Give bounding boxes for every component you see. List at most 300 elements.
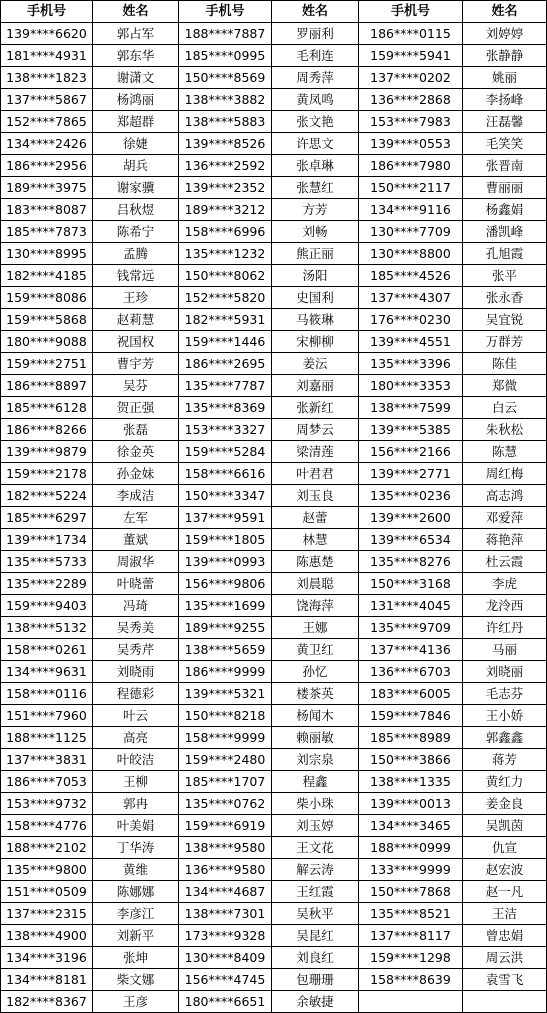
name-cell: 张新红: [272, 397, 359, 419]
phone-cell: 130****7709: [359, 221, 463, 243]
phone-cell: 134****8181: [1, 969, 93, 991]
table-row: [1, 573, 547, 595]
phone-cell: 139****0553: [359, 133, 463, 155]
phone-cell: 139****8526: [179, 133, 272, 155]
name-cell: 姜沄: [272, 353, 359, 375]
name-cell: 张晋南: [463, 155, 547, 177]
name-cell: 姚丽: [463, 67, 547, 89]
name-cell: 叶晓蕾: [93, 573, 179, 595]
name-cell: 祝国权: [93, 331, 179, 353]
name-cell: 李成洁: [93, 485, 179, 507]
phone-cell: 188****2102: [1, 837, 93, 859]
name-cell: 郭冉: [93, 793, 179, 815]
name-cell: 郭鑫鑫: [463, 727, 547, 749]
name-cell: 林慧: [272, 529, 359, 551]
table-row: [1, 661, 547, 683]
name-cell: 吴昆红: [272, 925, 359, 947]
phone-cell: 158****0116: [1, 683, 93, 705]
name-cell: 饶海萍: [272, 595, 359, 617]
name-cell: 赵莉慧: [93, 309, 179, 331]
name-cell: 郑超群: [93, 111, 179, 133]
name-cell: 丁华涛: [93, 837, 179, 859]
phone-cell: 137****9591: [179, 507, 272, 529]
phone-cell: 156****2166: [359, 441, 463, 463]
phone-cell: 188****7887: [179, 23, 272, 45]
phone-cell: 158****6996: [179, 221, 272, 243]
table-row: [1, 485, 547, 507]
name-cell: 周淑华: [93, 551, 179, 573]
name-cell: 谢潇文: [93, 67, 179, 89]
name-cell: 朱秋松: [463, 419, 547, 441]
phone-cell: 135****9800: [1, 859, 93, 881]
phone-cell: 159****2751: [1, 353, 93, 375]
phone-cell: 159****9403: [1, 595, 93, 617]
phone-cell: 159****8086: [1, 287, 93, 309]
name-cell: 陈希宁: [93, 221, 179, 243]
header-row: [1, 1, 547, 23]
phone-cell: 185****0995: [179, 45, 272, 67]
name-cell: 罗丽利: [272, 23, 359, 45]
phone-cell: 176****0230: [359, 309, 463, 331]
name-cell: 郭占军: [93, 23, 179, 45]
name-cell: 王洁: [463, 903, 547, 925]
table-row: [1, 67, 547, 89]
phone-cell: 159****1805: [179, 529, 272, 551]
phone-cell: 182****4185: [1, 265, 93, 287]
name-cell: [463, 991, 547, 1013]
name-cell: 吴秀美: [93, 617, 179, 639]
name-cell: 程鑫: [272, 771, 359, 793]
phone-cell: 133****9999: [359, 859, 463, 881]
phone-cell: 186****7053: [1, 771, 93, 793]
name-cell: 仇宣: [463, 837, 547, 859]
table-row: [1, 705, 547, 727]
phone-cell: 134****3465: [359, 815, 463, 837]
table-row: [1, 331, 547, 353]
name-cell: 姜金良: [463, 793, 547, 815]
table-body: [1, 23, 547, 1013]
phone-cell: 188****1125: [1, 727, 93, 749]
phone-cell: 186****2695: [179, 353, 272, 375]
name-cell: 刘畅: [272, 221, 359, 243]
phone-cell: [359, 991, 463, 1013]
phone-cell: 180****3353: [359, 375, 463, 397]
phone-cell: 135****8369: [179, 397, 272, 419]
name-cell: 李彦江: [93, 903, 179, 925]
name-cell: 刘晨聪: [272, 573, 359, 595]
phone-cell: 130****8995: [1, 243, 93, 265]
phone-cell: 151****7960: [1, 705, 93, 727]
name-cell: 叶美娟: [93, 815, 179, 837]
phone-cell: 135****0236: [359, 485, 463, 507]
name-cell: 刘晓丽: [463, 661, 547, 683]
table-row: [1, 243, 547, 265]
table-row: [1, 551, 547, 573]
table-row: [1, 45, 547, 67]
name-cell: 程德彩: [93, 683, 179, 705]
phone-cell: 135****1232: [179, 243, 272, 265]
phone-cell: 159****5941: [359, 45, 463, 67]
name-cell: 刘玉良: [272, 485, 359, 507]
name-cell: 潘凯峰: [463, 221, 547, 243]
name-cell: 王娜: [272, 617, 359, 639]
phone-cell: 159****1298: [359, 947, 463, 969]
name-cell: 毛笑笑: [463, 133, 547, 155]
name-cell: 方芳: [272, 199, 359, 221]
name-cell: 陈娜娜: [93, 881, 179, 903]
phone-cell: 186****8266: [1, 419, 93, 441]
phone-cell: 152****5820: [179, 287, 272, 309]
name-cell: 周红梅: [463, 463, 547, 485]
header-phone-3: 手机号: [359, 1, 463, 23]
name-cell: 毛利连: [272, 45, 359, 67]
phone-cell: 134****2426: [1, 133, 93, 155]
name-cell: 王小娇: [463, 705, 547, 727]
table-row: [1, 111, 547, 133]
name-cell: 张坤: [93, 947, 179, 969]
name-cell: 张磊: [93, 419, 179, 441]
phone-cell: 153****9732: [1, 793, 93, 815]
name-cell: 黄凤鸣: [272, 89, 359, 111]
table-row: [1, 837, 547, 859]
table-row: [1, 639, 547, 661]
name-cell: 刘良红: [272, 947, 359, 969]
phone-cell: 150****8569: [179, 67, 272, 89]
phone-cell: 139****0013: [359, 793, 463, 815]
table-row: [1, 353, 547, 375]
name-cell: 赵一凡: [463, 881, 547, 903]
phone-cell: 135****0762: [179, 793, 272, 815]
phone-cell: 181****4931: [1, 45, 93, 67]
phone-cell: 139****2600: [359, 507, 463, 529]
phone-cell: 136****9580: [179, 859, 272, 881]
phone-cell: 150****3347: [179, 485, 272, 507]
name-cell: 史国利: [272, 287, 359, 309]
name-cell: 张慧红: [272, 177, 359, 199]
table-row: [1, 859, 547, 881]
phone-cell: 139****5321: [179, 683, 272, 705]
name-cell: 刘嘉丽: [272, 375, 359, 397]
phone-cell: 189****9255: [179, 617, 272, 639]
phone-cell: 135****8276: [359, 551, 463, 573]
name-cell: 贺正强: [93, 397, 179, 419]
name-cell: 孟腾: [93, 243, 179, 265]
table-row: [1, 925, 547, 947]
name-cell: 邓爱萍: [463, 507, 547, 529]
table-row: [1, 309, 547, 331]
name-cell: 万群芳: [463, 331, 547, 353]
phone-cell: 173****9328: [179, 925, 272, 947]
table-row: [1, 617, 547, 639]
phone-cell: 138****7599: [359, 397, 463, 419]
phone-cell: 152****7865: [1, 111, 93, 133]
name-cell: 叶君君: [272, 463, 359, 485]
name-cell: 汪磊馨: [463, 111, 547, 133]
table-row: [1, 771, 547, 793]
phone-cell: 153****7983: [359, 111, 463, 133]
phone-cell: 138****9580: [179, 837, 272, 859]
phone-cell: 182****5931: [179, 309, 272, 331]
table-row: [1, 991, 547, 1013]
phone-cell: 136****6703: [359, 661, 463, 683]
name-cell: 黄卫红: [272, 639, 359, 661]
name-cell: 张平: [463, 265, 547, 287]
phone-cell: 186****9999: [179, 661, 272, 683]
phone-cell: 186****0115: [359, 23, 463, 45]
name-cell: 吴宜锐: [463, 309, 547, 331]
phone-cell: 186****7980: [359, 155, 463, 177]
table-row: [1, 463, 547, 485]
phone-cell: 138****5659: [179, 639, 272, 661]
phone-cell: 185****6128: [1, 397, 93, 419]
name-cell: 陈惠楚: [272, 551, 359, 573]
phone-cell: 138****5883: [179, 111, 272, 133]
phone-cell: 137****3831: [1, 749, 93, 771]
table-row: [1, 199, 547, 221]
name-cell: 龙泠西: [463, 595, 547, 617]
phone-cell: 185****7873: [1, 221, 93, 243]
name-cell: 吴芬: [93, 375, 179, 397]
phone-cell: 135****1699: [179, 595, 272, 617]
table-row: [1, 969, 547, 991]
table-row: [1, 903, 547, 925]
phone-cell: 139****4551: [359, 331, 463, 353]
phone-cell: 135****8521: [359, 903, 463, 925]
name-cell: 柴文娜: [93, 969, 179, 991]
header-name-2: 姓名: [272, 1, 359, 23]
name-cell: 杨鸿丽: [93, 89, 179, 111]
phone-cell: 138****1823: [1, 67, 93, 89]
name-cell: 赖丽敏: [272, 727, 359, 749]
table-row: [1, 749, 547, 771]
name-cell: 孙金妹: [93, 463, 179, 485]
name-cell: 许思文: [272, 133, 359, 155]
name-cell: 高亮: [93, 727, 179, 749]
phone-cell: 137****0202: [359, 67, 463, 89]
phone-cell: 182****5224: [1, 485, 93, 507]
name-cell: 吴凯茵: [463, 815, 547, 837]
phone-cell: 156****9806: [179, 573, 272, 595]
phone-cell: 182****8367: [1, 991, 93, 1013]
table-row: [1, 947, 547, 969]
phone-cell: 139****5385: [359, 419, 463, 441]
phone-cell: 130****8409: [179, 947, 272, 969]
phone-cell: 139****0993: [179, 551, 272, 573]
name-cell: 杨鑫娟: [463, 199, 547, 221]
header-phone-2: 手机号: [179, 1, 272, 23]
phone-cell: 130****8800: [359, 243, 463, 265]
table-row: [1, 815, 547, 837]
name-cell: 谢家骥: [93, 177, 179, 199]
table-row: [1, 793, 547, 815]
phone-cell: 158****8639: [359, 969, 463, 991]
phone-cell: 134****4687: [179, 881, 272, 903]
name-cell: 刘新平: [93, 925, 179, 947]
table-row: [1, 287, 547, 309]
phone-cell: 137****2315: [1, 903, 93, 925]
phone-cell: 189****3975: [1, 177, 93, 199]
phone-cell: 183****8087: [1, 199, 93, 221]
name-cell: 胡兵: [93, 155, 179, 177]
name-cell: 王珍: [93, 287, 179, 309]
name-cell: 王彦: [93, 991, 179, 1013]
table-row: [1, 727, 547, 749]
name-cell: 宋柳柳: [272, 331, 359, 353]
name-cell: 徐婕: [93, 133, 179, 155]
name-cell: 杨闻木: [272, 705, 359, 727]
header-name-3: 姓名: [463, 1, 547, 23]
name-cell: 郑微: [463, 375, 547, 397]
table-row: [1, 89, 547, 111]
name-cell: 熊正丽: [272, 243, 359, 265]
name-cell: 王文花: [272, 837, 359, 859]
phone-cell: 137****8117: [359, 925, 463, 947]
phone-cell: 139****6534: [359, 529, 463, 551]
name-cell: 冯琦: [93, 595, 179, 617]
name-cell: 张文艳: [272, 111, 359, 133]
phone-cell: 159****1446: [179, 331, 272, 353]
phone-cell: 159****5868: [1, 309, 93, 331]
phone-cell: 135****7787: [179, 375, 272, 397]
phone-cell: 180****6651: [179, 991, 272, 1013]
phone-cell: 139****2771: [359, 463, 463, 485]
table-row: [1, 595, 547, 617]
name-cell: 白云: [463, 397, 547, 419]
phone-cell: 137****5867: [1, 89, 93, 111]
phone-cell: 186****8897: [1, 375, 93, 397]
name-cell: 黄维: [93, 859, 179, 881]
header-phone-1: 手机号: [1, 1, 93, 23]
header-name-1: 姓名: [93, 1, 179, 23]
name-cell: 刘婷婷: [463, 23, 547, 45]
name-cell: 刘玉婷: [272, 815, 359, 837]
name-cell: 陈慧: [463, 441, 547, 463]
phone-cell: 136****2868: [359, 89, 463, 111]
phone-cell: 138****5132: [1, 617, 93, 639]
name-cell: 左军: [93, 507, 179, 529]
name-cell: 汤阳: [272, 265, 359, 287]
name-cell: 黄红力: [463, 771, 547, 793]
name-cell: 陈佳: [463, 353, 547, 375]
phone-cell: 139****1734: [1, 529, 93, 551]
table-row: [1, 265, 547, 287]
phone-cell: 135****9709: [359, 617, 463, 639]
name-cell: 赵蕾: [272, 507, 359, 529]
table-row: [1, 133, 547, 155]
name-cell: 吴秀芹: [93, 639, 179, 661]
name-cell: 叶皎洁: [93, 749, 179, 771]
table-row: [1, 881, 547, 903]
phone-cell: 139****9879: [1, 441, 93, 463]
phone-cell: 158****0261: [1, 639, 93, 661]
name-cell: 吕秋煜: [93, 199, 179, 221]
table-row: [1, 23, 547, 45]
name-cell: 张静静: [463, 45, 547, 67]
name-cell: 徐金英: [93, 441, 179, 463]
name-cell: 董斌: [93, 529, 179, 551]
phone-cell: 159****6919: [179, 815, 272, 837]
phone-cell: 159****7846: [359, 705, 463, 727]
name-cell: 吴秋平: [272, 903, 359, 925]
name-cell: 周云洪: [463, 947, 547, 969]
name-cell: 解云涛: [272, 859, 359, 881]
name-cell: 李扬峰: [463, 89, 547, 111]
phone-cell: 158****9999: [179, 727, 272, 749]
name-cell: 余敏捷: [272, 991, 359, 1013]
phone-cell: 185****4526: [359, 265, 463, 287]
phone-cell: 150****8062: [179, 265, 272, 287]
phone-cell: 159****2480: [179, 749, 272, 771]
name-cell: 梁清莲: [272, 441, 359, 463]
phone-cell: 134****9631: [1, 661, 93, 683]
name-cell: 张卓琳: [272, 155, 359, 177]
phone-cell: 135****5733: [1, 551, 93, 573]
name-cell: 曹宇芳: [93, 353, 179, 375]
table-row: [1, 507, 547, 529]
name-cell: 周梦云: [272, 419, 359, 441]
phone-cell: 135****2289: [1, 573, 93, 595]
name-cell: 马丽: [463, 639, 547, 661]
table-row: [1, 397, 547, 419]
phone-cell: 138****1335: [359, 771, 463, 793]
phone-cell: 138****7301: [179, 903, 272, 925]
name-cell: 蒋芳: [463, 749, 547, 771]
name-cell: 曾忠娟: [463, 925, 547, 947]
phone-cell: 139****2352: [179, 177, 272, 199]
table-row: [1, 529, 547, 551]
name-cell: 蒋艳萍: [463, 529, 547, 551]
phone-cell: 185****1707: [179, 771, 272, 793]
table-row: [1, 221, 547, 243]
phone-cell: 135****3396: [359, 353, 463, 375]
phone-cell: 159****5284: [179, 441, 272, 463]
name-cell: 李虎: [463, 573, 547, 595]
name-cell: 叶云: [93, 705, 179, 727]
name-cell: 马筱琳: [272, 309, 359, 331]
phone-cell: 158****6616: [179, 463, 272, 485]
phone-cell: 150****2117: [359, 177, 463, 199]
name-cell: 包珊珊: [272, 969, 359, 991]
phone-cell: 180****9088: [1, 331, 93, 353]
name-cell: 毛志芬: [463, 683, 547, 705]
phone-cell: 151****0509: [1, 881, 93, 903]
phone-cell: 150****3168: [359, 573, 463, 595]
phone-cell: 183****6005: [359, 683, 463, 705]
phone-cell: 150****7868: [359, 881, 463, 903]
name-cell: 高志鸿: [463, 485, 547, 507]
name-cell: 钱常远: [93, 265, 179, 287]
name-cell: 郭东华: [93, 45, 179, 67]
name-cell: 许红丹: [463, 617, 547, 639]
phone-cell: 159****2178: [1, 463, 93, 485]
name-cell: 张永香: [463, 287, 547, 309]
name-cell: 袁雪飞: [463, 969, 547, 991]
table-row: [1, 441, 547, 463]
phone-cell: 134****9116: [359, 199, 463, 221]
name-cell: 周秀萍: [272, 67, 359, 89]
name-cell: 赵宏波: [463, 859, 547, 881]
phone-cell: 156****4745: [179, 969, 272, 991]
phone-cell: 185****6297: [1, 507, 93, 529]
phone-cell: 136****2592: [179, 155, 272, 177]
table-row: [1, 683, 547, 705]
phone-cell: 188****0999: [359, 837, 463, 859]
name-cell: 王红霞: [272, 881, 359, 903]
phone-cell: 185****8989: [359, 727, 463, 749]
phone-cell: 138****4900: [1, 925, 93, 947]
name-cell: 刘宗泉: [272, 749, 359, 771]
table-row: [1, 419, 547, 441]
